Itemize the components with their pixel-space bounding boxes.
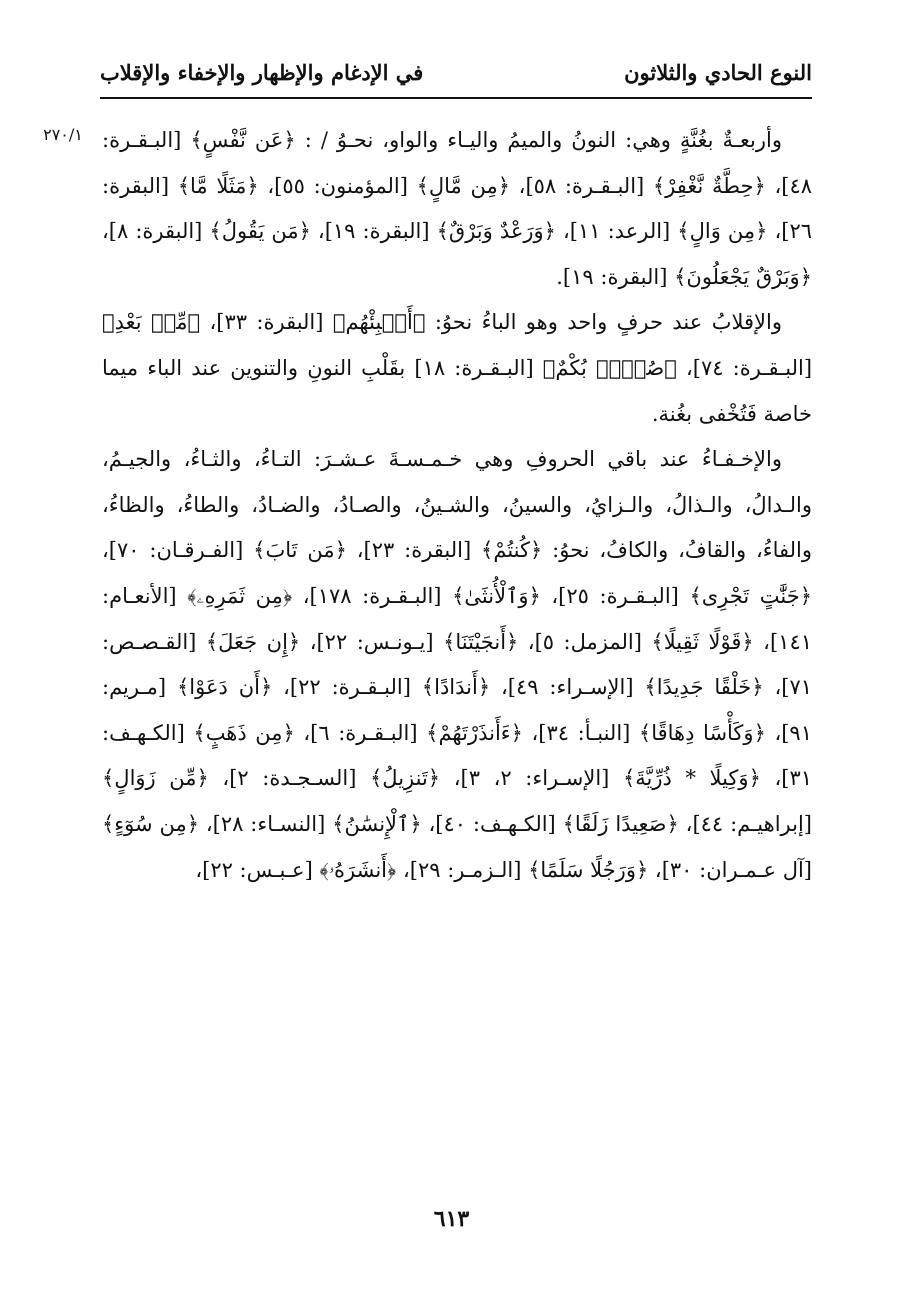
header-divider (100, 97, 812, 99)
section-title: في الإدغام والإظهار والإخفاء والإقلاب (100, 59, 424, 85)
page-number: ٦١٣ (433, 1206, 470, 1232)
paragraph-iqlab: والإقلابُ عند حرفٍ واحد وهو الباءُ نحوُ: ﴿أَنۢبِئْهُم﴾ [البقرة: ٣٣]، ﴿مِّنۢ بَعْدِ﴾ [البـقـرة: ٧٤]، ﴿صُمٌّۢ بُكْمٌ﴾ [البـقـرة: ١٨] بقَلْبِ النونِ والتنوين عند الباء ميما خاصة فَتُخْفى بغُنة. (102, 310, 813, 426)
paragraph-idgham-ghunna: وأربعـةٌ بغُنَّةٍ وهي: النونُ والميمُ واليـاء والواو، نحـوُ / : ﴿عَن نَّفْسٍ﴾ [البـقـرة: ٤٨]، ﴿حِطَّةٌ نَّغْفِرْ﴾ [البـقـرة: ٥٨]، ﴿مِن مَّالٍ﴾ [المؤمنون: ٥٥]، ﴿مَثَلًا مَّا﴾ [البقرة: ٢٦]، ﴿مِن وَالٍ﴾ [الرعد: ١١]، ﴿وَرَعْدٌ وَبَرْقٌ﴾ [البقرة: ١٩]، ﴿مَن يَقُولُ﴾ [البقرة: ٨]، ﴿وَبَرْقٌ يَجْعَلُونَ﴾ [البقرة: ١٩]. (102, 128, 813, 289)
margin-reference: ٢٧٠/١ (43, 125, 83, 144)
running-header (100, 52, 812, 92)
paragraph-ikhfa: والإخـفـاءُ عند باقي الحروفِ وهي خـمـسـةَ عـشـرَ: التـاءُ، والثـاءُ، والجيـمُ، والـدالُ، والـذالُ، والـزايُ، والسينُ، والشـينُ، والصـادُ، والضـادُ، والطاءُ، والظاءُ، والفاءُ، والقافُ، والكافُ، نحوُ: ﴿كُنتُمْ﴾ [البقرة: ٢٣]، ﴿مَن تَابَ﴾ [الفـرقـان: ٧٠]، ﴿جَنَّٰتٍ تَجْرِى﴾ [البـقـرة: ٢٥]، ﴿وَٱلْأُنثَىٰ﴾ [البـقـرة: ١٧٨]، ﴿مِن ثَمَرِهِۦ﴾ [الأنعـام: ١٤١]، ﴿قَوْلًا ثَقِيلًا﴾ [المزمل: ٥]، ﴿أَنجَيْتَنَا﴾ [يـونـس: ٢٢]، ﴿إِن جَعَلَ﴾ [القـصـص: ٧١]، ﴿خَلْقًا جَدِيدًا﴾ [الإسـراء: ٤٩]، ﴿أَندَادًا﴾ [البـقـرة: ٢٢]، ﴿أَن دَعَوْا﴾ [مـريم: ٩١]، ﴿وَكَأْسًا دِهَاقًا﴾ [النبـأ: ٣٤]، ﴿ءَأَنذَرْتَهُمْ﴾ [البـقـرة: ٦]، ﴿مِن ذَهَبٍ﴾ [الكـهـف: ٣١]، ﴿وَكِيلًا * ذُرِّيَّةَ﴾ [الإسـراء: ٢، ٣]، ﴿تَنزِيلُ﴾ [السـجـدة: ٢]، ﴿مِّن زَوَالٍ﴾ [إبراهيـم: ٤٤]، ﴿صَعِيدًا زَلَقًا﴾ [الكـهـف: ٤٠]، ﴿ٱلْإِنسَٰنُ﴾ [النسـاء: ٢٨]، ﴿مِن سُوٓءٍ﴾ [آل عـمـران: ٣٠]، ﴿وَرَجُلًا سَلَمًا﴾ [الـزمـر: ٢٩]، ﴿أَنشَرَهُۥ﴾ [عـبـس: ٢٢]، (102, 447, 813, 882)
main-text (102, 118, 812, 893)
chapter-title: النوع الحادي والثلاثون (624, 59, 812, 85)
